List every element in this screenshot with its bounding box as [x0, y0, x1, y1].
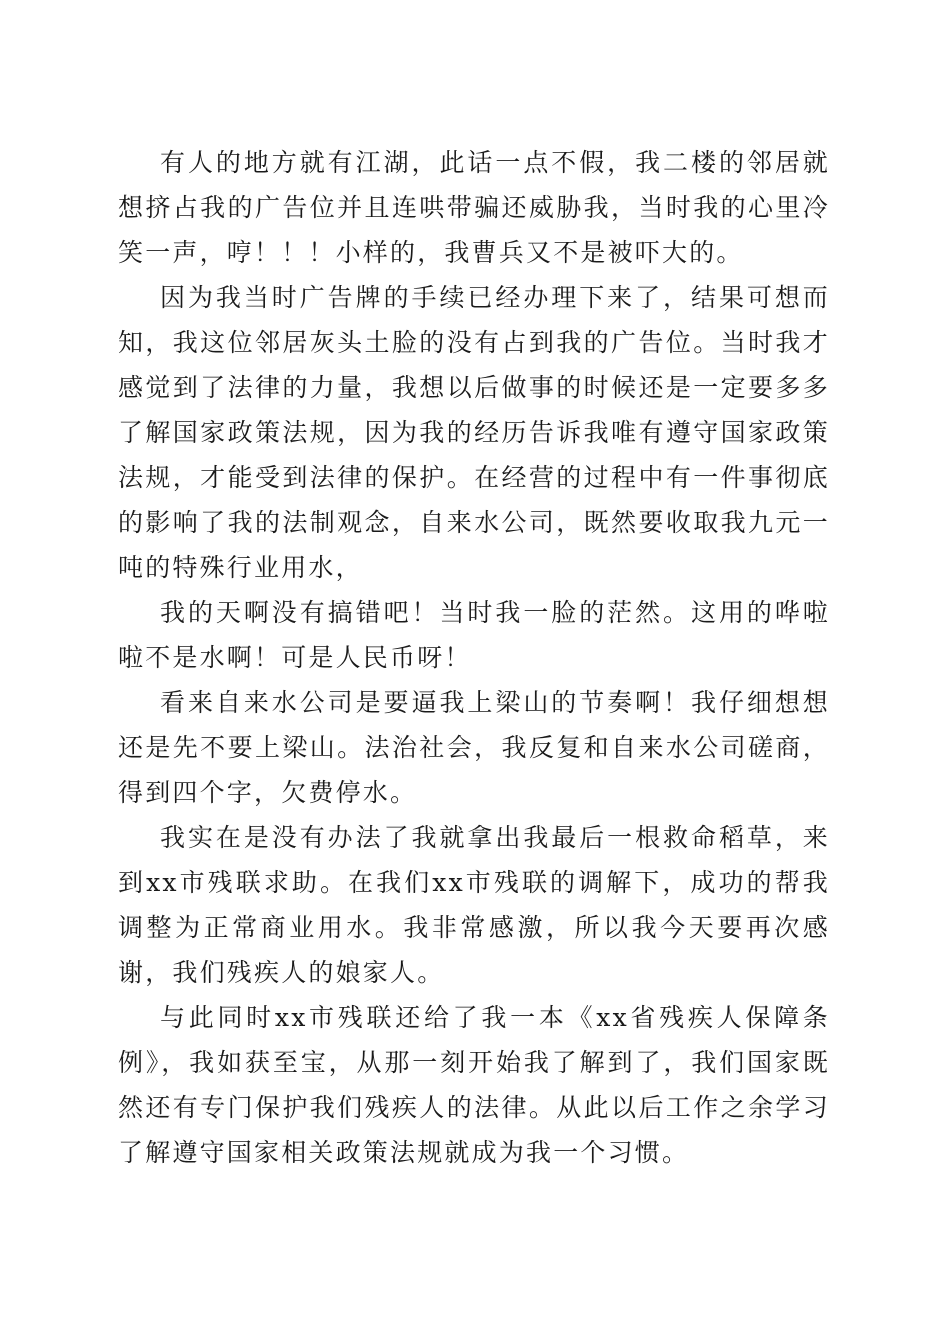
paragraph-4: 看来自来水公司是要逼我上梁山的节奏啊！我仔细想想还是先不要上梁山。法治社会，我反复和自来水公司磋商，得到四个字，欠费停水。 — [118, 688, 830, 807]
document-body — [118, 140, 830, 1175]
paragraph-5: 我实在是没有办法了我就拿出我最后一根救命稻草，来到xx市残联求助。在我们xx市残联的调解下，成功的帮我调整为正常商业用水。我非常感激，所以我今天要再次感谢，我们残疾人的娘家人。 — [118, 823, 830, 987]
paragraph-3: 我的天啊没有搞错吧！当时我一脸的茫然。这用的哗啦啦不是水啊！可是人民币呀！ — [118, 598, 830, 672]
paragraph-6: 与此同时xx市残联还给了我一本《xx省残疾人保障条例》，我如获至宝，从那一刻开始我了解到了，我们国家既然还有专门保护我们残疾人的法律。从此以后工作之余学习了解遵守国家相关政策法规就成为我一个习惯。 — [118, 1003, 830, 1167]
paragraph-2: 因为我当时广告牌的手续已经办理下来了，结果可想而知，我这位邻居灰头土脸的没有占到我的广告位。当时我才感觉到了法律的力量，我想以后做事的时候还是一定要多多了解国家政策法规，因为我的经历告诉我唯有遵守国家政策法规，才能受到法律的保护。在经营的过程中有一件事彻底的影响了我的法制观念，自来水公司，既然要收取我九元一吨的特殊行业用水， — [118, 283, 830, 582]
paragraph-1: 有人的地方就有江湖，此话一点不假，我二楼的邻居就想挤占我的广告位并且连哄带骗还威胁我，当时我的心里冷笑一声，哼！！！小样的，我曹兵又不是被吓大的。 — [118, 148, 830, 267]
